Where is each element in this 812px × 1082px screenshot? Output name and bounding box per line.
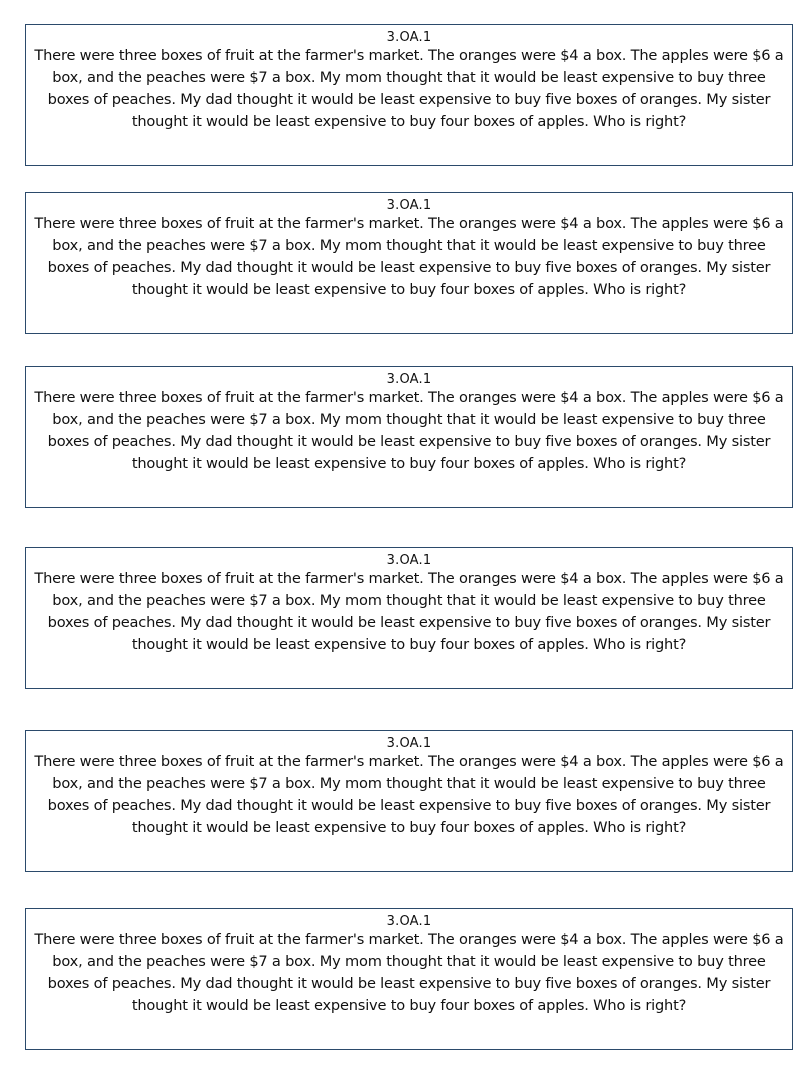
task-card	[25, 192, 793, 334]
word-problem-text: There were three boxes of fruit at the farmer's market. The oranges were $4 a box. The apples were $6 a box, and the peaches were $7 a box. My mom thought that it would be least expensive to buy three boxes of peaches. My dad thought it would be least expensive to buy five boxes of oranges. My sister thought it would be least expensive to buy four boxes of apples. Who is right?	[34, 570, 784, 653]
word-problem-text: There were three boxes of fruit at the farmer's market. The oranges were $4 a box. The apples were $6 a box, and the peaches were $7 a box. My mom thought that it would be least expensive to buy three boxes of peaches. My dad thought it would be least expensive to buy five boxes of oranges. My sister thought it would be least expensive to buy four boxes of apples. Who is right?	[34, 47, 784, 130]
task-card	[25, 24, 793, 166]
standard-code: 3.OA.1	[386, 30, 432, 45]
word-problem-text: There were three boxes of fruit at the farmer's market. The oranges were $4 a box. The apples were $6 a box, and the peaches were $7 a box. My mom thought that it would be least expensive to buy three boxes of peaches. My dad thought it would be least expensive to buy five boxes of oranges. My sister thought it would be least expensive to buy four boxes of apples. Who is right?	[34, 753, 784, 836]
task-card	[25, 730, 793, 872]
task-card	[25, 366, 793, 508]
word-problem-text: There were three boxes of fruit at the farmer's market. The oranges were $4 a box. The apples were $6 a box, and the peaches were $7 a box. My mom thought that it would be least expensive to buy three boxes of peaches. My dad thought it would be least expensive to buy five boxes of oranges. My sister thought it would be least expensive to buy four boxes of apples. Who is right?	[34, 931, 784, 1014]
word-problem-text: There were three boxes of fruit at the farmer's market. The oranges were $4 a box. The apples were $6 a box, and the peaches were $7 a box. My mom thought that it would be least expensive to buy three boxes of peaches. My dad thought it would be least expensive to buy five boxes of oranges. My sister thought it would be least expensive to buy four boxes of apples. Who is right?	[34, 389, 784, 472]
standard-code: 3.OA.1	[386, 914, 432, 929]
task-card	[25, 547, 793, 689]
standard-code: 3.OA.1	[386, 372, 432, 387]
standard-code: 3.OA.1	[386, 736, 432, 751]
task-card	[25, 908, 793, 1050]
standard-code: 3.OA.1	[386, 198, 432, 213]
standard-code: 3.OA.1	[386, 553, 432, 568]
word-problem-text: There were three boxes of fruit at the farmer's market. The oranges were $4 a box. The apples were $6 a box, and the peaches were $7 a box. My mom thought that it would be least expensive to buy three boxes of peaches. My dad thought it would be least expensive to buy five boxes of oranges. My sister thought it would be least expensive to buy four boxes of apples. Who is right?	[34, 215, 784, 298]
